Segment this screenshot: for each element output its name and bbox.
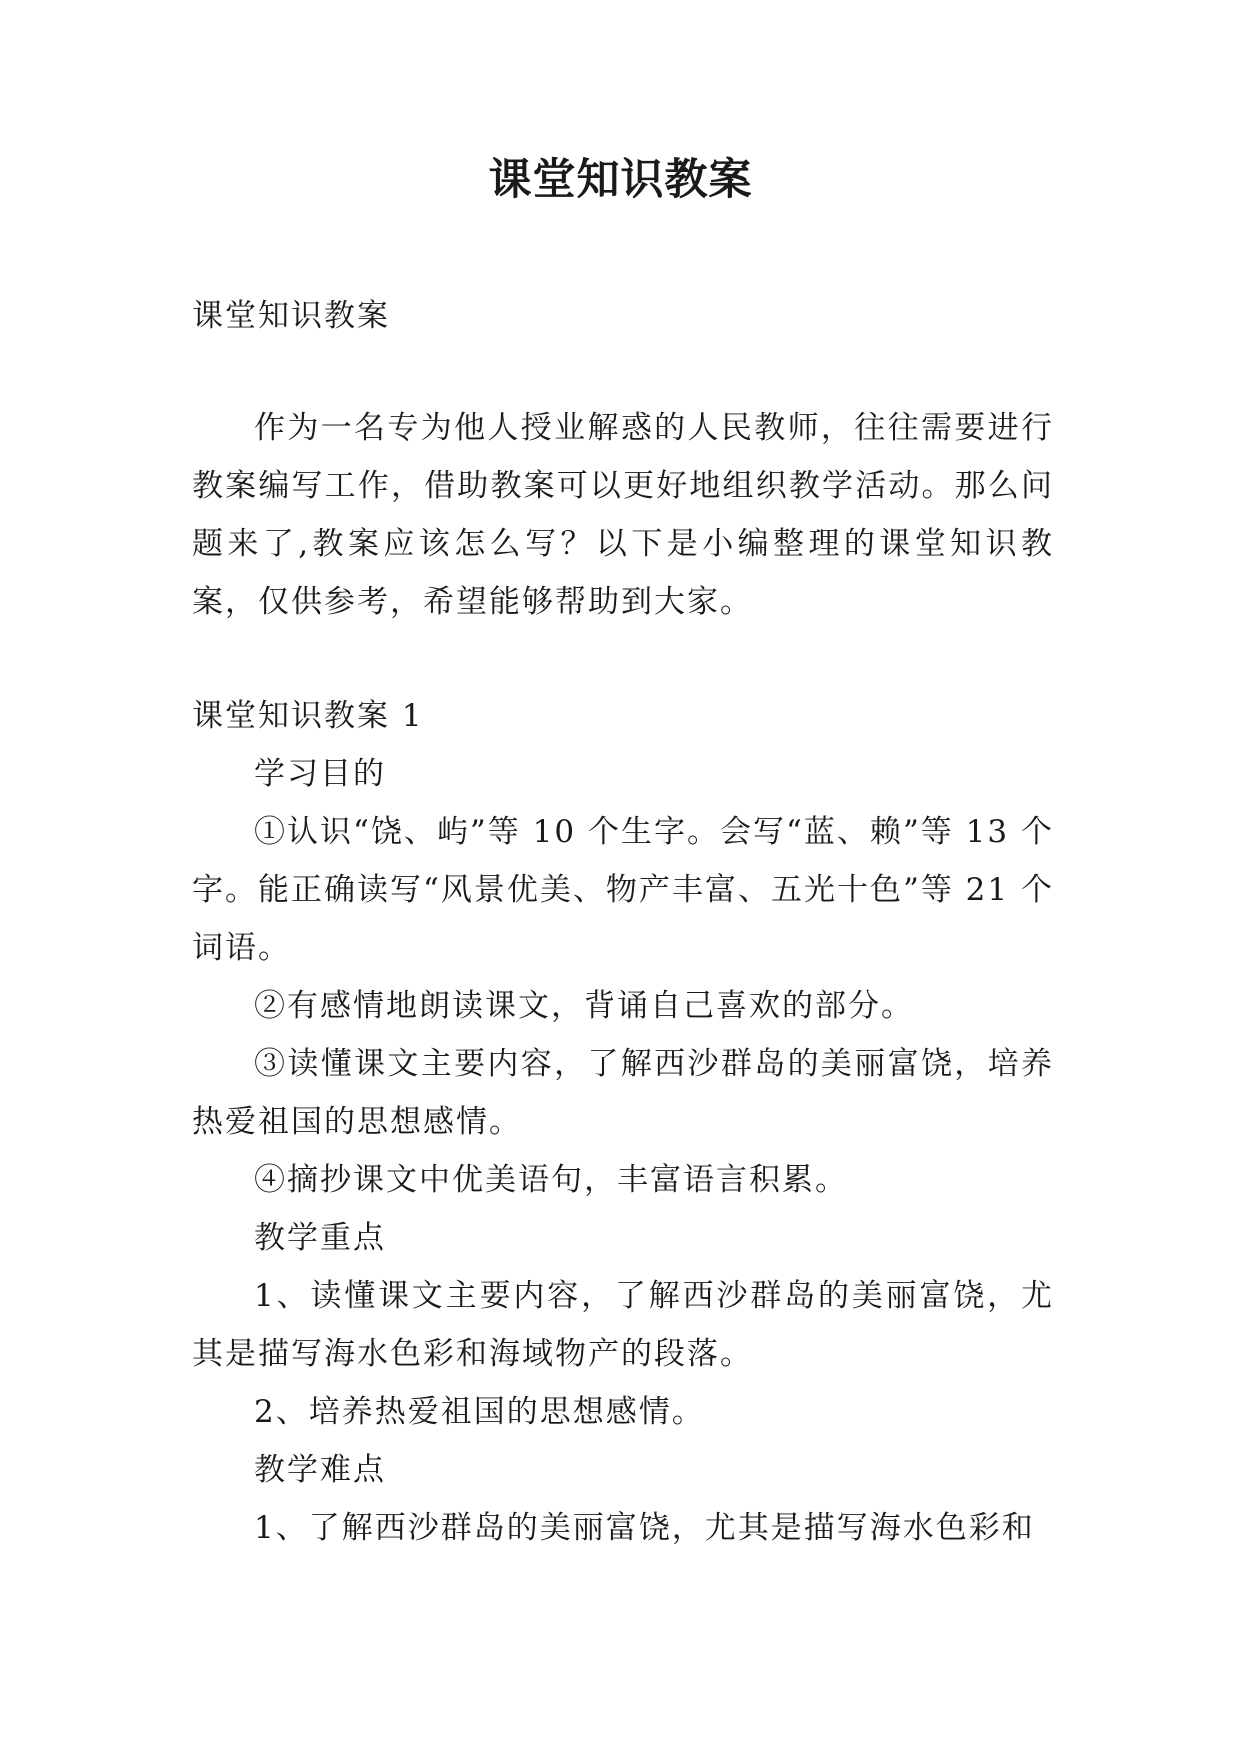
document-subtitle: 课堂知识教案	[192, 298, 390, 334]
difficulty-item-1: 1、了解西沙群岛的美丽富饶，尤其是描写海水色彩和	[254, 1510, 1035, 1546]
intro-paragraph: 作为一名专为他人授业解惑的人民教师，往往需要进行教案编写工作，借助教案可以更好地组织教学活动。那么问题来了,教案应该怎么写？以下是小编整理的课堂知识教案，仅供参考，希望能够帮助到大家。	[192, 410, 1054, 620]
goal-item-4: ④摘抄课文中优美语句，丰富语言积累。	[254, 1162, 848, 1198]
subheading-learning-goals: 学习目的	[254, 756, 386, 792]
subheading-teaching-difficulty: 教学难点	[254, 1452, 386, 1488]
focus-item-2: 2、培养热爱祖国的思想感情。	[254, 1394, 705, 1430]
document-body	[192, 287, 1054, 1557]
goal-item-3: ③读懂课文主要内容，了解西沙群岛的美丽富饶，培养热爱祖国的思想感情。	[192, 1046, 1054, 1140]
section-heading: 课堂知识教案 1	[192, 698, 424, 734]
focus-item-1: 1、读懂课文主要内容，了解西沙群岛的美丽富饶，尤其是描写海水色彩和海域物产的段落。	[192, 1278, 1054, 1372]
subheading-teaching-focus: 教学重点	[254, 1220, 386, 1256]
goal-item-2: ②有感情地朗读课文，背诵自己喜欢的部分。	[254, 988, 914, 1024]
document-title: 课堂知识教案	[488, 155, 753, 205]
goal-item-1: ①认识“饶、屿”等 10 个生字。会写“蓝、赖”等 13 个字。能正确读写“风景优美、物产丰富、五光十色”等 21 个词语。	[192, 814, 1054, 966]
